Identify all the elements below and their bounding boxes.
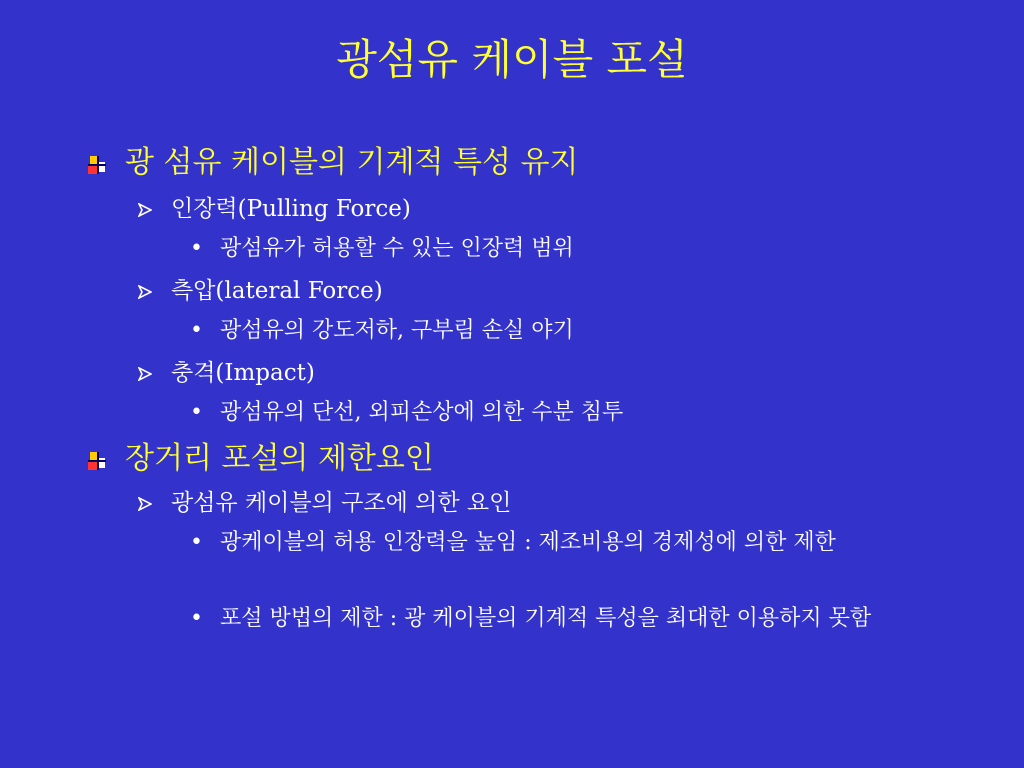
detail-text: 광섬유의 강도저하, 구부림 손실 야기 — [220, 318, 574, 343]
detail-text: 광섬유의 단선, 외피손상에 의한 수분 침투 — [220, 400, 624, 425]
slide-title: 광섬유 케이블 포설 — [336, 35, 688, 84]
detail-text: 광케이블의 허용 인장력을 높임 : 제조비용의 경제성에 의한 제한 — [220, 530, 836, 555]
dot-bullet: • — [190, 318, 203, 343]
dot-bullet: • — [190, 606, 203, 631]
dot-bullet: • — [190, 400, 203, 425]
square-bullet-icon — [88, 452, 106, 470]
arrow-bullet-icon — [138, 497, 152, 511]
square-bullet-icon — [88, 156, 106, 174]
arrow-bullet-icon — [138, 367, 152, 381]
list-item-label: 충격(Impact) — [171, 360, 315, 386]
detail-text: 포설 방법의 제한 : 광 케이블의 기계적 특성을 최대한 이용하지 못함 — [220, 606, 872, 631]
arrow-bullet-icon — [138, 203, 152, 217]
list-item-label: 광섬유 케이블의 구조에 의한 요인 — [171, 490, 512, 516]
list-item-label: 측압(lateral Force) — [171, 278, 383, 304]
dot-bullet: • — [190, 236, 203, 261]
section-heading-text: 광 섬유 케이블의 기계적 특성 유지 — [125, 145, 579, 180]
section-heading-text: 장거리 포설의 제한요인 — [125, 441, 434, 476]
detail-text: 광섬유가 허용할 수 있는 인장력 범위 — [220, 236, 574, 261]
dot-bullet: • — [190, 530, 203, 555]
list-item-label: 인장력(Pulling Force) — [171, 196, 411, 222]
arrow-bullet-icon — [138, 285, 152, 299]
